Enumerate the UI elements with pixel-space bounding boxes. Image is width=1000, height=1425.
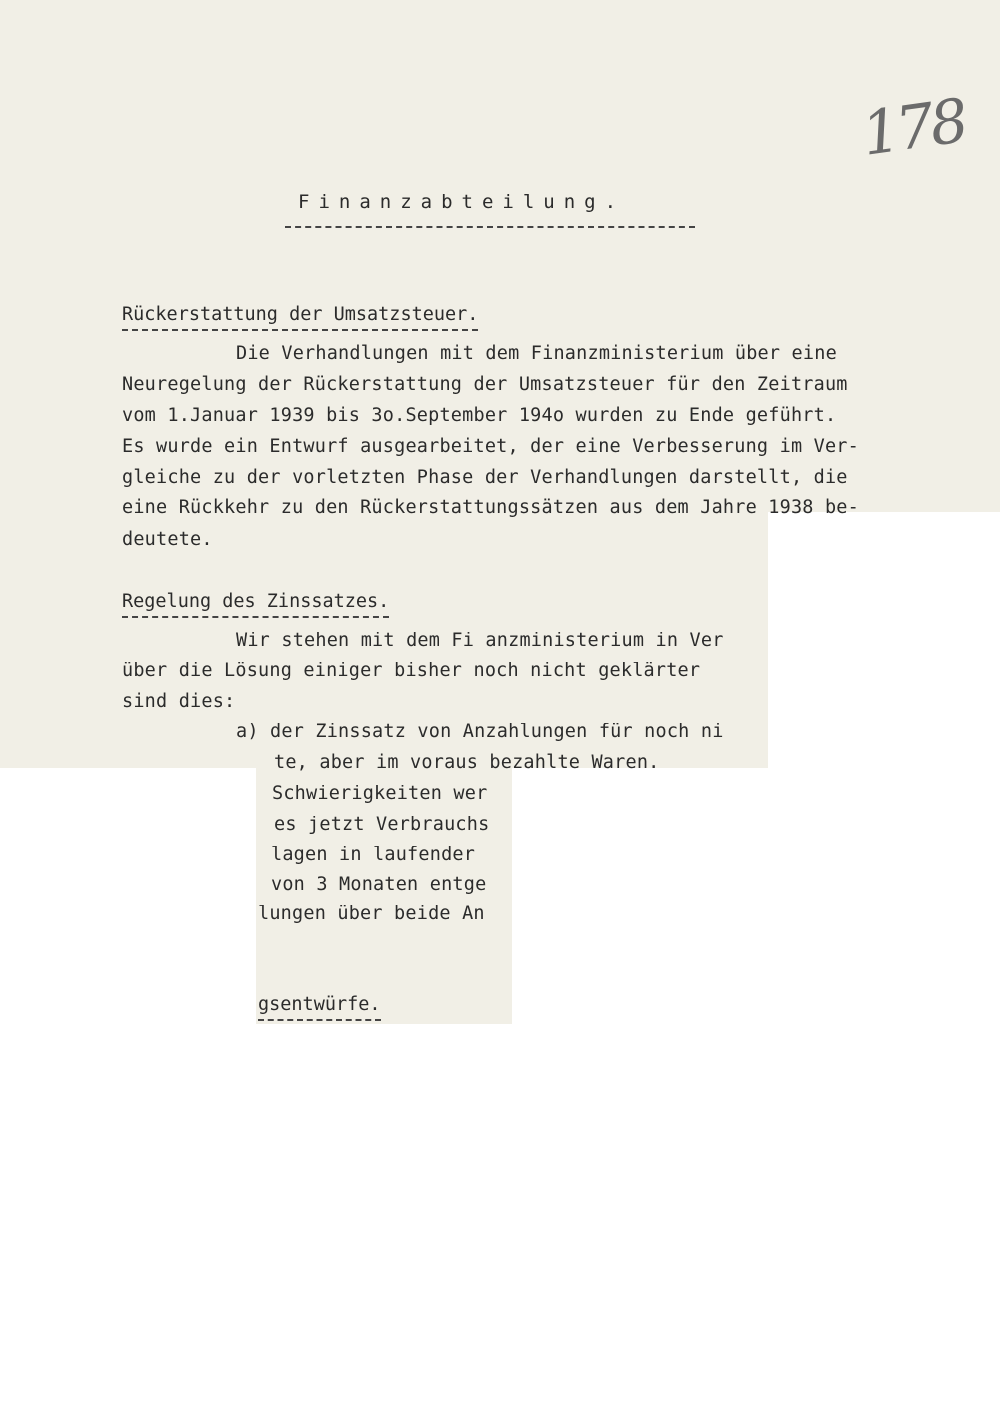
paragraph-line: sind dies: xyxy=(122,691,236,712)
paragraph-line: Es wurde ein Entwurf ausgearbeitet, der eine Verbesserung im Ver- xyxy=(122,436,859,457)
paragraph-line: Neuregelung der Rückerstattung der Umsatzsteuer für den Zeitraum xyxy=(122,374,848,395)
list-item-b: Schwierigkeiten wer xyxy=(272,785,488,804)
page-title: Finanzabteilung. xyxy=(298,191,626,213)
paragraph-line: Die Verhandlungen mit dem Finanzministerium über eine xyxy=(236,343,837,364)
list-item-b-continued: von 3 Monaten entge xyxy=(271,876,487,895)
paper-fragment-bottom xyxy=(256,768,512,1024)
section-heading-umsatzsteuer: Rückerstattung der Umsatzsteuer. xyxy=(122,306,478,331)
list-item-a: a) der Zinssatz von Anzahlungen für noch ni xyxy=(236,723,724,742)
list-item-b-continued: es jetzt Verbrauchs xyxy=(274,816,490,835)
paragraph-line: eine Rückkehr zu den Rückerstattungssätzen aus dem Jahre 1938 be- xyxy=(122,497,859,518)
section-heading-vertragsentwuerfe: gsentwürfe. xyxy=(258,996,381,1021)
paragraph-line: gleiche zu der vorletzten Phase der Verhandlungen darstellt, die xyxy=(122,467,848,488)
paragraph-line: über die Lösung einiger bisher noch nicht geklärter xyxy=(122,662,701,681)
paragraph-line: Wir stehen mit dem Fi anzministerium in Ver xyxy=(236,632,724,651)
page-number: 178 xyxy=(857,86,969,170)
list-item-a-continued: te, aber im voraus bezahlte Waren. xyxy=(274,752,660,773)
paragraph-line: deutete. xyxy=(122,529,213,550)
list-item-b-continued: lagen in laufender xyxy=(271,846,476,865)
title-underline xyxy=(285,226,695,228)
paragraph-line: lungen über beide An xyxy=(258,905,485,924)
paragraph-line: vom 1.Januar 1939 bis 3o.September 194o wurden zu Ende geführt. xyxy=(122,405,837,426)
section-heading-zinssatz: Regelung des Zinssatzes. xyxy=(122,593,389,618)
